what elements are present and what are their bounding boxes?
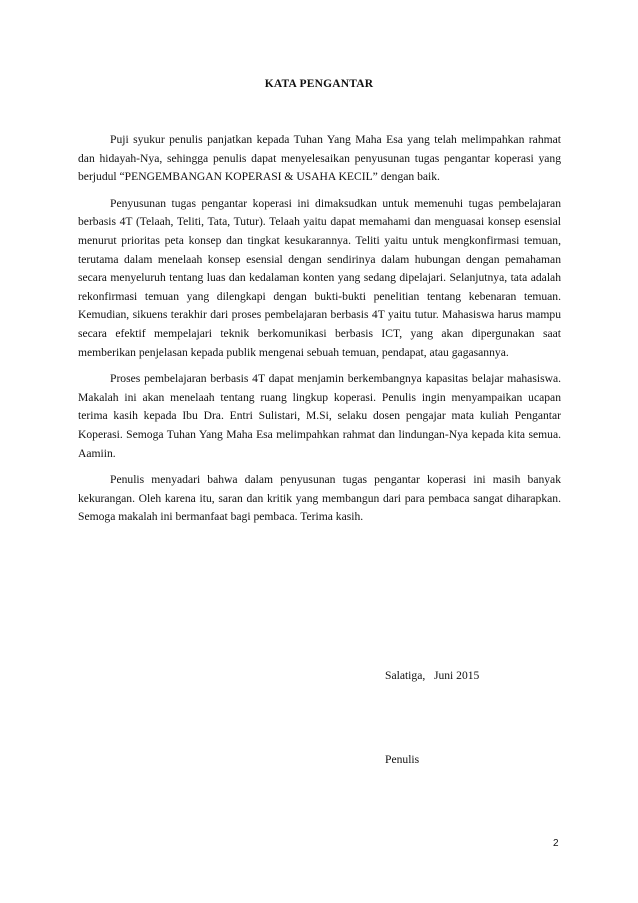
author-signature: Penulis: [385, 753, 420, 766]
preface-body: [78, 131, 561, 535]
place-date: Salatiga, Juni 2015: [385, 669, 480, 682]
paragraph-3: Proses pembelajaran berbasis 4T dapat menjamin berkembangnya kapasitas belajar mahasiswa. Makalah ini akan menelaah tentang ruang lingkup koperasi. Penulis ingin menyampaikan ucapan terima kasih kepada Ibu Dra. Entri Sulistari, M.Si, selaku dosen pengajar mata kuliah Pengantar Koperasi. Semoga Tuhan Yang Maha Esa melimpahkan rahmat dan lindungan-Nya kepada kita semua. Aamiin.: [78, 372, 561, 460]
paragraph-1: Puji syukur penulis panjatkan kepada Tuhan Yang Maha Esa yang telah melimpahkan rahmat dan hidayah-Nya, sehingga penulis dapat menyelesaikan penyusunan tugas pengantar koperasi yang berjudul “PENGEMBANGAN KOPERASI & USAHA KECIL” dengan baik.: [78, 133, 561, 184]
page-number: 2: [553, 838, 559, 849]
paragraph-4: Penulis menyadari bahwa dalam penyusunan tugas pengantar koperasi ini masih banyak kekurangan. Oleh karena itu, saran dan kritik yang membangun dari para pembaca sangat diharapkan. Semoga makalah ini bermanfaat bagi pembaca. Terima kasih.: [78, 473, 561, 524]
page-title: KATA PENGANTAR: [264, 78, 374, 90]
paragraph-2: Penyusunan tugas pengantar koperasi ini dimaksudkan untuk memenuhi tugas pembelajaran berbasis 4T (Telaah, Teliti, Tata, Tutur). Telaah yaitu dapat memahami dan menguasai konsep esensial menurut prioritas peta konsep dan tingkat kesukarannya. Teliti yaitu untuk mengkonfirmasi temuan, terutama dalam menelaah konsep esensial dengan sendirinya dalam hubungan dengan pemahaman secara menyeluruh tentang luas dan kedalaman konten yang sedang dipelajari. Selanjutnya, tata adalah rekonfirmasi temuan yang dilengkapi dengan bukti-bukti penelitian tentang kebenaran temuan. Kemudian, sikuens terakhir dari proses pembelajaran berbasis 4T yaitu tutur. Mahasiswa harus mampu secara efektif mempelajari teknik berkomunikasi berbasis ICT, yang akan dipergunakan saat memberikan penjelasan kepada publik mengenai sebuah temuan, pendapat, atau gagasannya.: [78, 196, 561, 359]
